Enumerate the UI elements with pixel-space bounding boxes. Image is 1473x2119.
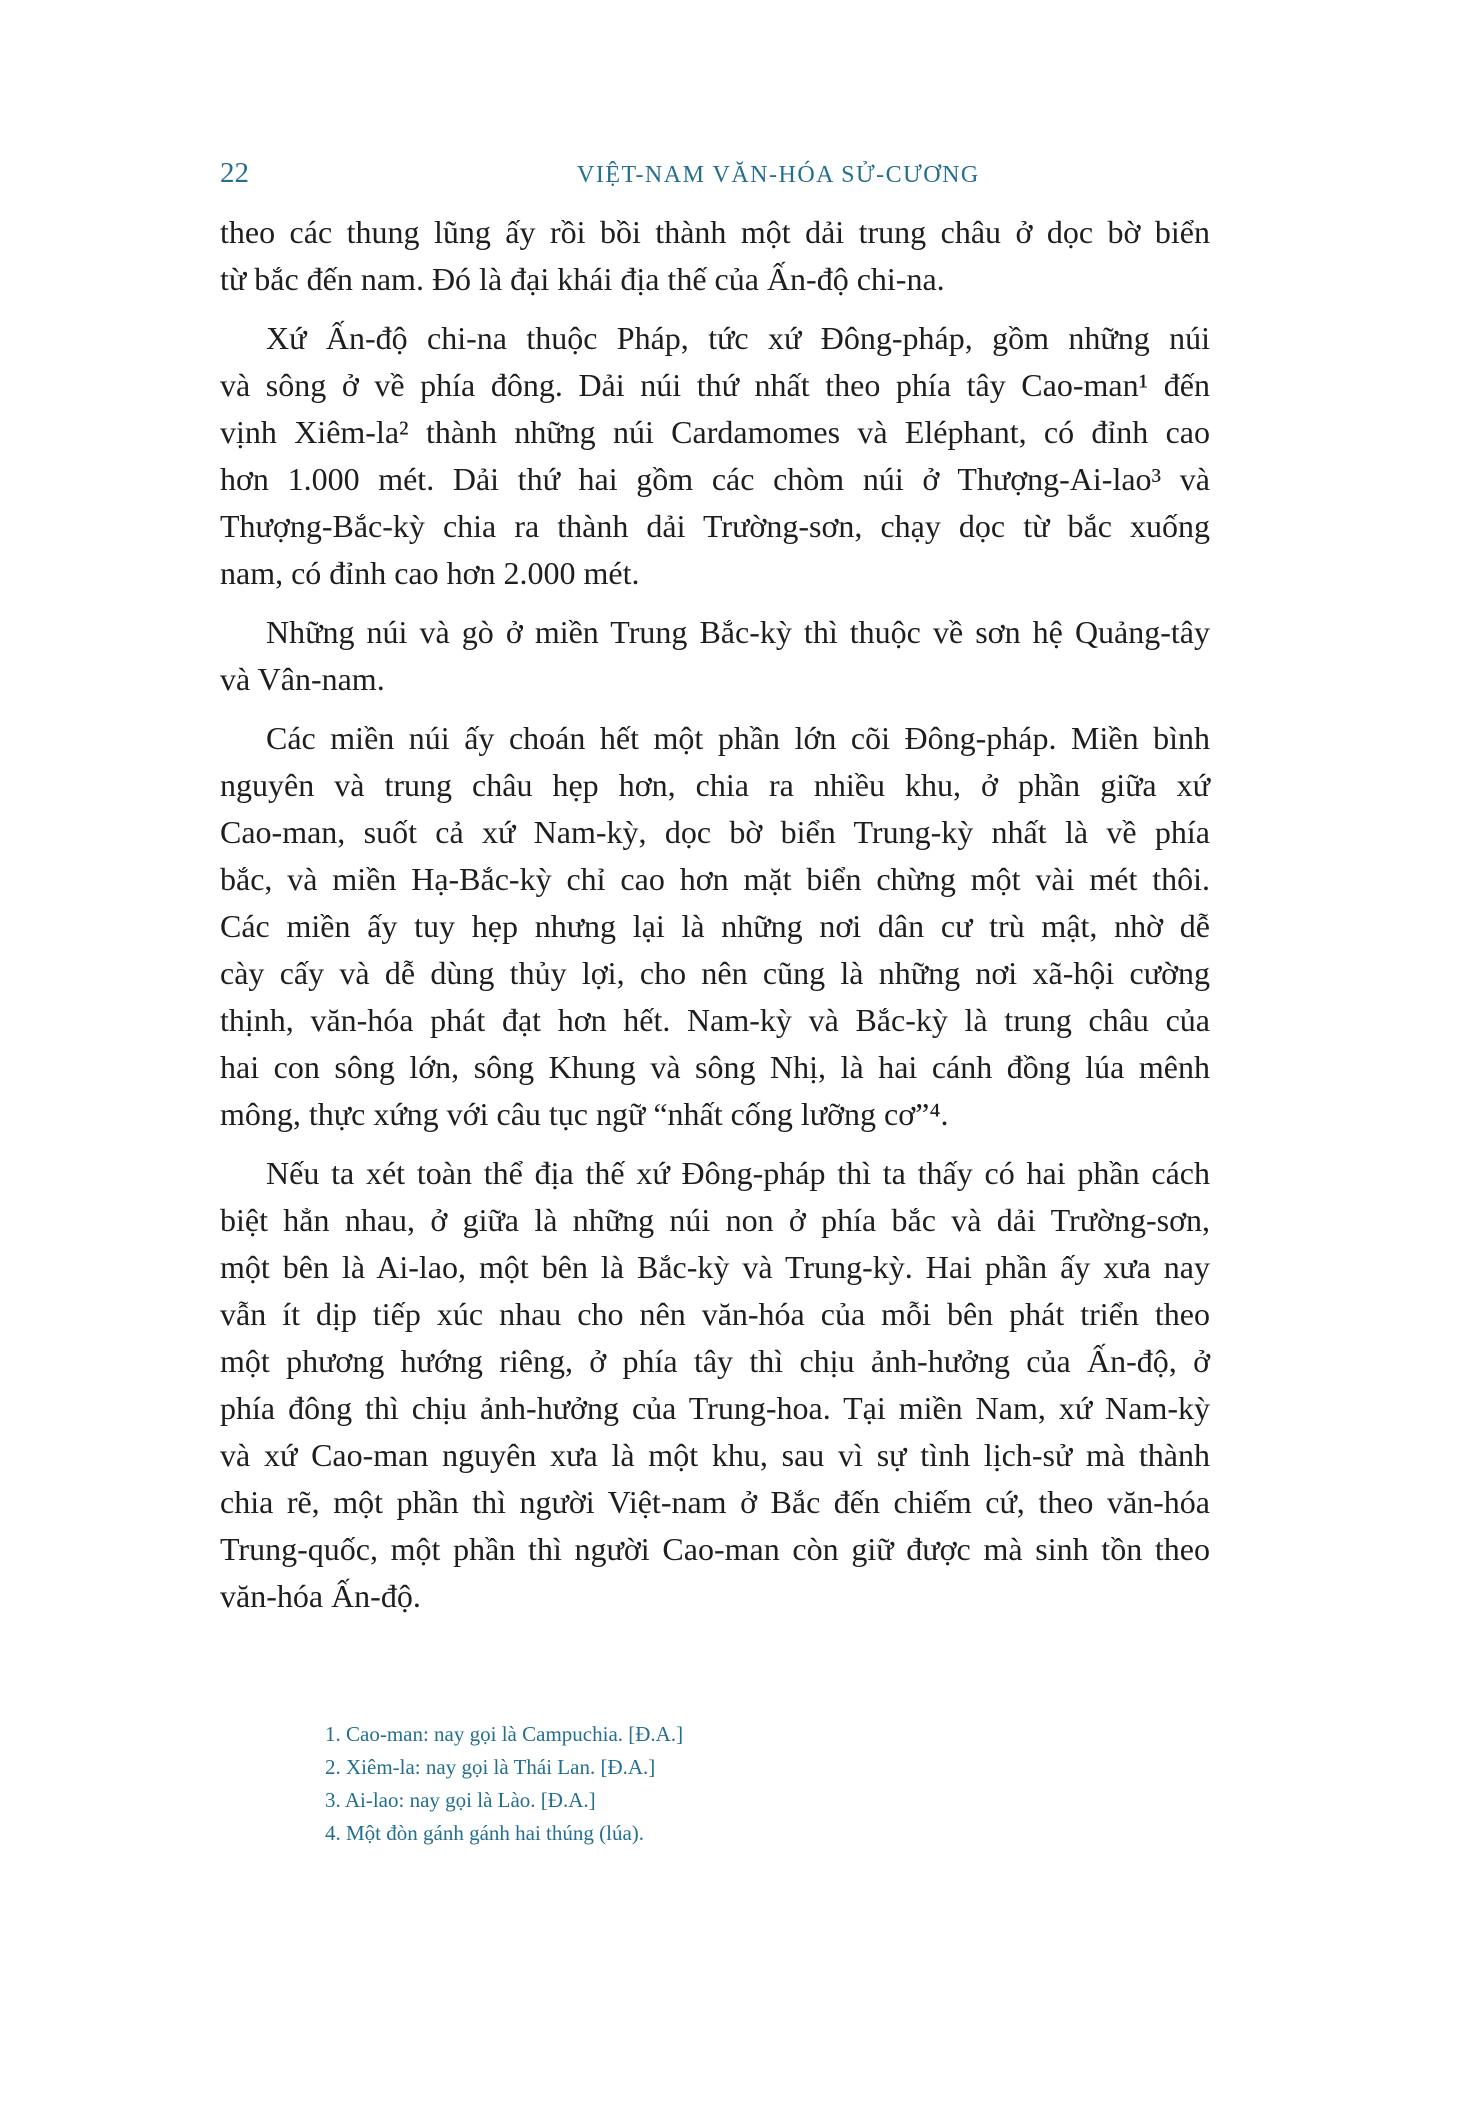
paragraph [220,1150,1210,1620]
text-line: thịnh, văn-hóa phát đạt hơn hết. Nam-kỳ và Bắc-kỳ là trung châu của [220,1002,1210,1038]
text-line: Các miền ấy tuy hẹp nhưng lại là những nơi dân cư trù mật, nhờ dễ [220,908,1210,944]
text-line: văn-hóa Ấn-độ. [220,1578,421,1614]
text-line: mông, thực xứng với câu tục ngữ “nhất cống lưỡng cơ”⁴. [220,1096,949,1132]
paragraph [220,609,1210,703]
paragraph [220,209,1210,303]
paragraph [220,315,1210,597]
text-line: Xứ Ấn-độ chi-na thuộc Pháp, tức xứ Đông-pháp, gồm những núi [266,320,1210,356]
text-line: và xứ Cao-man nguyên xưa là một khu, sau vì sự tình lịch-sử mà thành [220,1437,1210,1473]
text-line: một bên là Ai-lao, một bên là Bắc-kỳ và Trung-kỳ. Hai phần ấy xưa nay [220,1249,1210,1285]
footnote: 3. Ai-lao: nay gọi là Lào. [Đ.A.] [325,1788,596,1812]
page-number: 22 [220,157,249,189]
text-line: và Vân-nam. [220,661,385,697]
footnote: 4. Một đòn gánh gánh hai thúng (lúa). [325,1821,645,1845]
text-line: hai con sông lớn, sông Khung và sông Nhị, là hai cánh đồng lúa mênh [220,1049,1210,1085]
text-line: nam, có đỉnh cao hơn 2.000 mét. [220,555,640,591]
paragraph [220,715,1210,1138]
text-line: một phương hướng riêng, ở phía tây thì chịu ảnh-hưởng của Ấn-độ, ở [220,1343,1210,1379]
text-line: từ bắc đến nam. Đó là đại khái địa thế của Ấn-độ chi-na. [220,261,945,297]
text-line: vịnh Xiêm-la² thành những núi Cardamomes và Eléphant, có đỉnh cao [220,414,1210,450]
body-text [220,209,1210,1620]
text-line: Cao-man, suốt cả xứ Nam-kỳ, dọc bờ biển Trung-kỳ nhất là về phía [220,814,1210,850]
text-line: Các miền núi ấy choán hết một phần lớn cõi Đông-pháp. Miền bình [266,720,1210,756]
text-line: cày cấy và dễ dùng thủy lợi, cho nên cũng là những nơi xã-hội cường [220,955,1210,991]
running-header-title: VIỆT-NAM VĂN-HÓA SỬ-CƯƠNG [577,162,980,188]
text-line: nguyên và trung châu hẹp hơn, chia ra nhiều khu, ở phần giữa xứ [220,767,1210,803]
footnotes [325,1718,1145,1850]
text-line: Những núi và gò ở miền Trung Bắc-kỳ thì thuộc về sơn hệ Quảng-tây [266,614,1210,650]
text-line: và sông ở về phía đông. Dải núi thứ nhất theo phía tây Cao-man¹ đến [220,367,1210,403]
text-line: hơn 1.000 mét. Dải thứ hai gồm các chòm núi ở Thượng-Ai-lao³ và [220,461,1210,497]
text-line: Thượng-Bắc-kỳ chia ra thành dải Trường-sơn, chạy dọc từ bắc xuống [220,508,1210,544]
text-line: bắc, và miền Hạ-Bắc-kỳ chỉ cao hơn mặt biển chừng một vài mét thôi. [220,861,1210,897]
text-line: phía đông thì chịu ảnh-hưởng của Trung-hoa. Tại miền Nam, xứ Nam-kỳ [220,1390,1210,1426]
text-line: Nếu ta xét toàn thể địa thế xứ Đông-pháp thì ta thấy có hai phần cách [266,1155,1210,1191]
text-line: theo các thung lũng ấy rồi bồi thành một dải trung châu ở dọc bờ biển [220,214,1210,250]
text-line: chia rẽ, một phần thì người Việt-nam ở Bắc đến chiếm cứ, theo văn-hóa [220,1484,1210,1520]
footnote: 1. Cao-man: nay gọi là Campuchia. [Đ.A.] [325,1722,684,1746]
text-line: Trung-quốc, một phần thì người Cao-man còn giữ được mà sinh tồn theo [220,1531,1210,1567]
footnote: 2. Xiêm-la: nay gọi là Thái Lan. [Đ.A.] [325,1755,656,1779]
text-line: biệt hẳn nhau, ở giữa là những núi non ở phía bắc và dải Trường-sơn, [220,1202,1210,1238]
text-line: vẫn ít dịp tiếp xúc nhau cho nên văn-hóa của mỗi bên phát triển theo [220,1296,1210,1332]
